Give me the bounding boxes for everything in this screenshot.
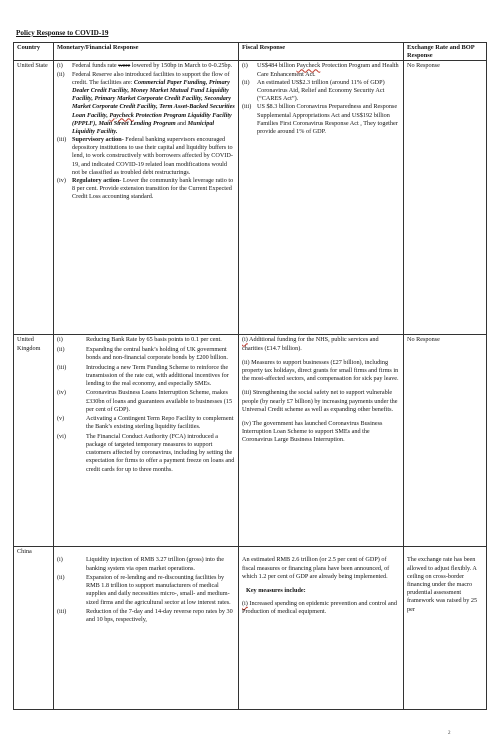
- fiscal-cell-uk: [239, 335, 404, 547]
- header-monetary: Monetary/Financial Response: [54, 43, 239, 61]
- list-item: (vi) The Financial Conduct Authority (FCA) introduced a package of targeted temporary measures to support customers affected by coronavirus, including by setting the expectation for firms to offer a payment freeze on loans and credit cards for up to three months.: [57, 432, 235, 473]
- list-item: (ii) Expansion of re-lending and re-discounting facilities by RMB 1.8 trillion to support manufacturers of medical supplies and daily necessities micro-, small- and medium-sized firms and the agricultural sector at low interest rates.: [57, 574, 231, 606]
- fiscal-paragraph-cn: An estimated RMB 2.6 trillion (or 2.5 per cent of GDP) of fiscal measures or financing plans have been announced, of which 1.2 per cent of GDP are already being implemented.: [242, 556, 390, 580]
- list-item: (i) US$484 billion Paycheck Protection Program and Health Care Enhancement Act.: [242, 62, 399, 78]
- page-title: Policy Response to COVID-19: [16, 29, 109, 37]
- list-item: (iv) Regulatory action- Lower the community bank leverage ratio to 8 per cent. Provide extension transition for the Current Expected Credit Loss accounting standard.: [57, 177, 234, 201]
- monetary-cell-uk: [54, 335, 239, 547]
- fiscal-item-uk-4: (iv) The government has launched Coronavirus Business Interruption Loan Scheme to support SMEs and the Coronavirus Large Business Interruption.: [242, 419, 383, 444]
- key-measures-heading: Key measures include:: [246, 586, 306, 594]
- table-header-row: [14, 43, 487, 61]
- list-item: (iii) Introducing a new Term Funding Scheme to reinforce the transmission of the rate cut, with additional incentives for lending to the real economy, and especially SMEs.: [57, 363, 229, 387]
- policy-table: [13, 42, 487, 710]
- list-item: (iii) US $8.3 billion Coronavirus Preparedness and Response Supplemental Appropriations Act and US$192 billion Families First Coronavirus Response Act , They together provide around 1% of GDP.: [242, 103, 398, 135]
- table-row-uk: [14, 335, 487, 547]
- fiscal-item-uk-2: (ii) Measures to support businesses (£27 billion), including property tax holidays, direct grants for small firms and firms in the most-affected sectors, and compensation for sick pay leave.: [242, 358, 399, 383]
- list-item: (iv) Coronavirus Business Loans Interruption Scheme, makes £330bn of loans and guarantees available to businesses (15 per cent of GDP).: [57, 389, 233, 413]
- list-item: (ii) Expanding the central bank’s holding of UK government bonds and non-financial corporate bonds by £200 billion.: [57, 345, 228, 362]
- list-item: (iii) Reduction of the 7-day and 14-day reverse repo rates by 30 and 10 bps, respectively,: [57, 608, 233, 624]
- country-cell-us: United State: [14, 61, 54, 335]
- monetary-cell-us: [54, 61, 239, 335]
- fiscal-item-uk-1: (i) Additional funding for the NHS, public services and charities (£14.7 billion).: [242, 336, 379, 352]
- header-fiscal: Fiscal Response: [239, 43, 404, 61]
- fiscal-item-uk-3: (iii) Strengthening the social safety net to support vulnerable people (by nearly £7 billion) by increasing payments under the Universal Credit scheme as well as expanding other benefits.: [242, 389, 398, 413]
- country-cell-uk: United Kingdom: [14, 335, 54, 547]
- exchange-cell-us: No Response: [404, 61, 487, 335]
- list-item: (ii) An estimated US$2.3 trillion (around 11% of GDP) Coronavirus Aid, Relief and Economy Security Act (“CARES Act”).: [242, 78, 385, 103]
- fiscal-cell-us: [239, 61, 404, 335]
- fiscal-cell-cn: [239, 547, 404, 710]
- exchange-cell-uk: No Response: [404, 335, 487, 547]
- list-item: (i) Federal funds rate were lowered by 150bp in March to 0-0.25bp.: [57, 62, 233, 70]
- table-row-us: [14, 61, 487, 335]
- exchange-cell-cn: The exchange rate has been allowed to adjust flexibly. A ceiling on cross-border financing under the macro prudential assessment framework was raised by 25 per: [404, 547, 487, 710]
- fiscal-item-cn-1: (i) Increased spending on epidemic prevention and control and Production of medical equipment.: [242, 600, 397, 616]
- monetary-cell-cn: [54, 547, 239, 710]
- country-cell-cn: China: [14, 547, 54, 710]
- list-item: (ii) Federal Reserve also introduced facilities to support the flow of credit. The facilities are: Commercial Paper Funding, Primary Dealer Credit Facility, Money Market Mutual Fund Liquidity Facility, Primary Market Corporate Credit Facility, Secondary Market Corporate Credit Facility, Term Asset-Backed Securities Loan Facility, Paycheck Protection Program Liquidity Facility (PPPLF), Main Street Lending Program and Municipal Liquidity Facility.: [57, 70, 235, 135]
- table-row-cn: [14, 547, 487, 710]
- list-item: (i) Liquidity injection of RMB 3.27 trillion (gross) into the banking system via open market operations.: [57, 556, 225, 572]
- page-number: 2: [448, 731, 451, 736]
- list-item: (iii) Supervisory action- Federal banking supervisors encouraged depository institutions to use their capital and liquidity buffers to lend, to work constructively with borrowers affected by COVID-19, and indicated COVID-19 related loan modifications would not be classified as troubled debt restructurings.: [57, 136, 233, 176]
- header-exchange: Exchange Rate and BOP Response: [404, 43, 487, 61]
- list-item: (v) Activating a Contingent Term Repo Facility to complement the Bank’s existing sterling liquidity facilities.: [57, 415, 234, 431]
- header-country: Country: [14, 43, 54, 61]
- list-item: (i) Reducing Bank Rate by 65 basis points to 0.1 per cent.: [57, 336, 222, 344]
